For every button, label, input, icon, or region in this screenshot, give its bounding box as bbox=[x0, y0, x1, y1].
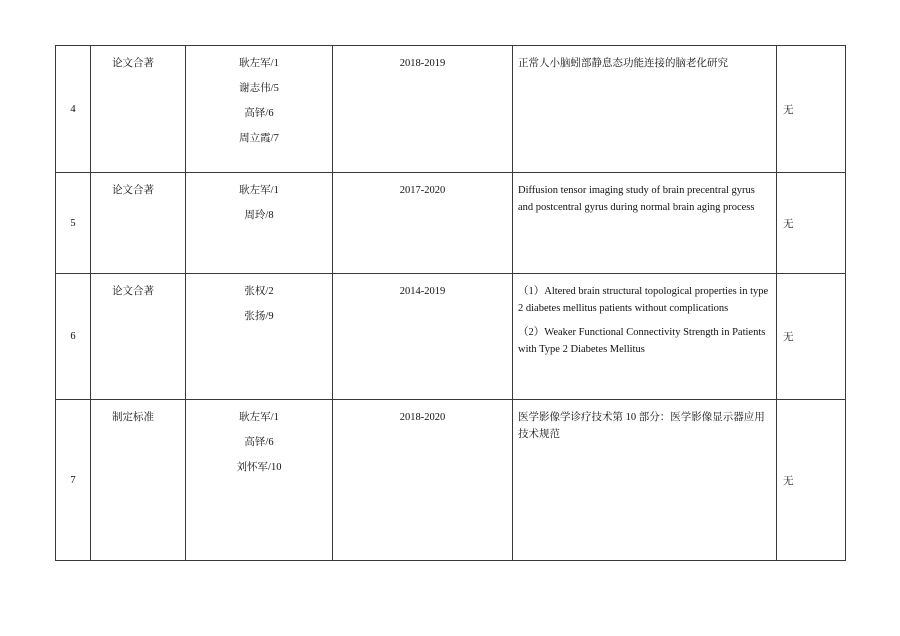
author-entry: 张扬/9 bbox=[244, 311, 274, 322]
note: 无 bbox=[783, 218, 794, 230]
author-entry: 高铎/6 bbox=[244, 437, 274, 448]
achievement-type: 论文合著 bbox=[112, 58, 154, 69]
period-cell bbox=[333, 400, 513, 561]
period: 2017-2020 bbox=[399, 185, 446, 196]
period-cell bbox=[333, 173, 513, 274]
note: 无 bbox=[783, 104, 794, 116]
table-row bbox=[56, 400, 846, 561]
work-title: （2）Weaker Functional Connectivity Strength in Patients with Type 2 Diabetes Mellitus bbox=[518, 327, 766, 355]
author-entry: 张权/2 bbox=[244, 286, 274, 297]
period: 2018-2020 bbox=[399, 412, 446, 423]
authors-cell bbox=[186, 173, 333, 274]
note-cell bbox=[777, 274, 846, 400]
achievement-type-cell bbox=[91, 173, 186, 274]
work-title: 医学影像学诊疗技术第 10 部分：医学影像显示器应用技术规范 bbox=[518, 412, 765, 440]
authors-cell bbox=[186, 400, 333, 561]
work-title: 正常人小脑蚓部静息态功能连接的脑老化研究 bbox=[518, 58, 728, 69]
row-index: 7 bbox=[56, 400, 91, 561]
achievement-type-cell bbox=[91, 46, 186, 173]
note-cell bbox=[777, 46, 846, 173]
work-title: （1）Altered brain structural topological properties in type 2 diabetes mellitus patients without complications bbox=[518, 286, 769, 314]
author-entry: 耿左军/1 bbox=[239, 185, 279, 196]
work-title: Diffusion tensor imaging study of brain precentral gyrus and postcentral gyrus during normal brain aging process bbox=[518, 185, 755, 213]
note-cell bbox=[777, 173, 846, 274]
table-row bbox=[56, 274, 846, 400]
title-cell bbox=[513, 173, 777, 274]
row-index: 6 bbox=[56, 274, 91, 400]
period-cell bbox=[333, 46, 513, 173]
achievement-type-cell bbox=[91, 400, 186, 561]
title-cell bbox=[513, 274, 777, 400]
note-cell bbox=[777, 400, 846, 561]
row-index: 4 bbox=[56, 46, 91, 173]
period: 2018-2019 bbox=[399, 58, 446, 69]
authors-cell bbox=[186, 46, 333, 173]
row-index: 5 bbox=[56, 173, 91, 274]
author-entry: 耿左军/1 bbox=[239, 412, 279, 423]
author-entry: 周立霞/7 bbox=[239, 133, 279, 144]
table-row bbox=[56, 46, 846, 173]
period-cell bbox=[333, 274, 513, 400]
achievement-type: 论文合著 bbox=[112, 286, 154, 297]
note: 无 bbox=[783, 475, 794, 487]
period: 2014-2019 bbox=[399, 286, 446, 297]
author-entry: 耿左军/1 bbox=[239, 58, 279, 69]
achievement-type: 论文合著 bbox=[112, 185, 154, 196]
table-row bbox=[56, 173, 846, 274]
author-entry: 周玲/8 bbox=[244, 210, 274, 221]
achievement-type-cell bbox=[91, 274, 186, 400]
achievement-type: 制定标准 bbox=[112, 412, 154, 423]
note: 无 bbox=[783, 332, 794, 343]
title-cell bbox=[513, 46, 777, 173]
achievements-table bbox=[55, 45, 846, 561]
author-entry: 刘怀军/10 bbox=[236, 462, 282, 473]
title-cell bbox=[513, 400, 777, 561]
authors-cell bbox=[186, 274, 333, 400]
author-entry: 高铎/6 bbox=[244, 108, 274, 119]
author-entry: 谢志伟/5 bbox=[239, 83, 279, 94]
